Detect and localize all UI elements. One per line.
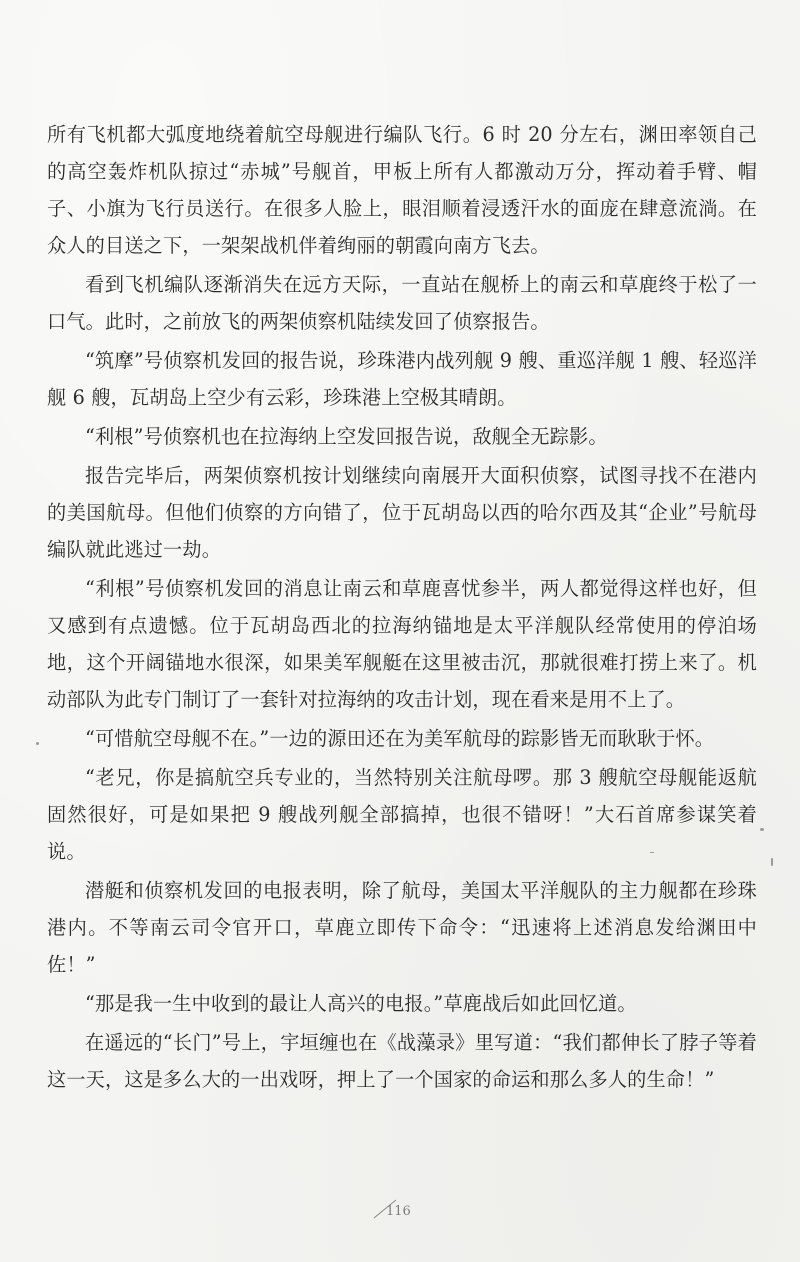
paragraph: “利根”号侦察机也在拉海纳上空发回报告说，敌舰全无踪影。	[85, 425, 608, 448]
paragraph: 潜艇和侦察机发回的电报表明，除了航母，美国太平洋舰队的主力舰都在珍珠港内。不等南云司令官开口，草鹿立即传下命令：“迅速将上述消息发给渊田中佐！”	[47, 879, 757, 976]
paragraph: 在遥远的“长门”号上，宇垣缠也在《战藻录》里写道：“我们都伸长了脖子等着这一天，这是多么大的一出戏呀，押上了一个国家的命运和那么多人的生命！”	[47, 1031, 757, 1091]
paragraph: “可惜航空母舰不在。”一边的源田还在为美军航母的踪影皆无而耿耿于怀。	[85, 727, 715, 750]
paper-speck	[650, 852, 654, 853]
paragraph: 所有飞机都大弧度地绕着航空母舰进行编队飞行。6 时 20 分左右，渊田率领自己的高空轰炸机队掠过“赤城”号舰首，甲板上所有人都激动万分，挥动着手臂、帽子、小旗为飞行员送行。在很多人脸上，眼泪顺着浸透汗水的面庞在肆意流淌。在众人的目送之下，一架架战机伴着绚丽的朝霞向南方飞去。	[47, 123, 757, 257]
page-number: 116	[386, 1204, 411, 1219]
paper-speck	[36, 742, 39, 745]
paragraph: “老兄，你是搞航空兵专业的，当然特别关注航母啰。那 3 艘航空母舰能返航固然很好，可是如果把 9 艘战列舰全部搞掉，也很不错呀！”大石首席参谋笑着说。	[47, 766, 757, 863]
paper-speck	[771, 858, 773, 866]
paragraph: “筑摩”号侦察机发回的报告说，珍珠港内战列舰 9 艘、重巡洋舰 1 艘、轻巡洋舰 6 艘，瓦胡岛上空少有云彩，珍珠港上空极其晴朗。	[47, 349, 757, 409]
paragraph: 看到飞机编队逐渐消失在远方天际，一直站在舰桥上的南云和草鹿终于松了一口气。此时，之前放飞的两架侦察机陆续发回了侦察报告。	[47, 273, 757, 333]
paragraph: “那是我一生中收到的最让人高兴的电报。”草鹿战后如此回忆道。	[85, 992, 637, 1015]
body-text	[47, 116, 757, 1100]
paragraph: 报告完毕后，两架侦察机按计划继续向南展开大面积侦察，试图寻找不在港内的美国航母。但他们侦察的方向错了，位于瓦胡岛以西的哈尔西及其“企业”号航母编队就此逃过一劫。	[47, 464, 757, 561]
paragraph: “利根”号侦察机发回的消息让南云和草鹿喜忧参半，两人都觉得这样也好，但又感到有点遗憾。位于瓦胡岛西北的拉海纳锚地是太平洋舰队经常使用的停泊场地，这个开阔锚地水很深，如果美军舰艇在这里被击沉，那就很难打捞上来了。机动部队为此专门制订了一套针对拉海纳的攻击计划，现在看来是用不上了。	[47, 577, 757, 711]
paper-speck	[760, 828, 764, 831]
